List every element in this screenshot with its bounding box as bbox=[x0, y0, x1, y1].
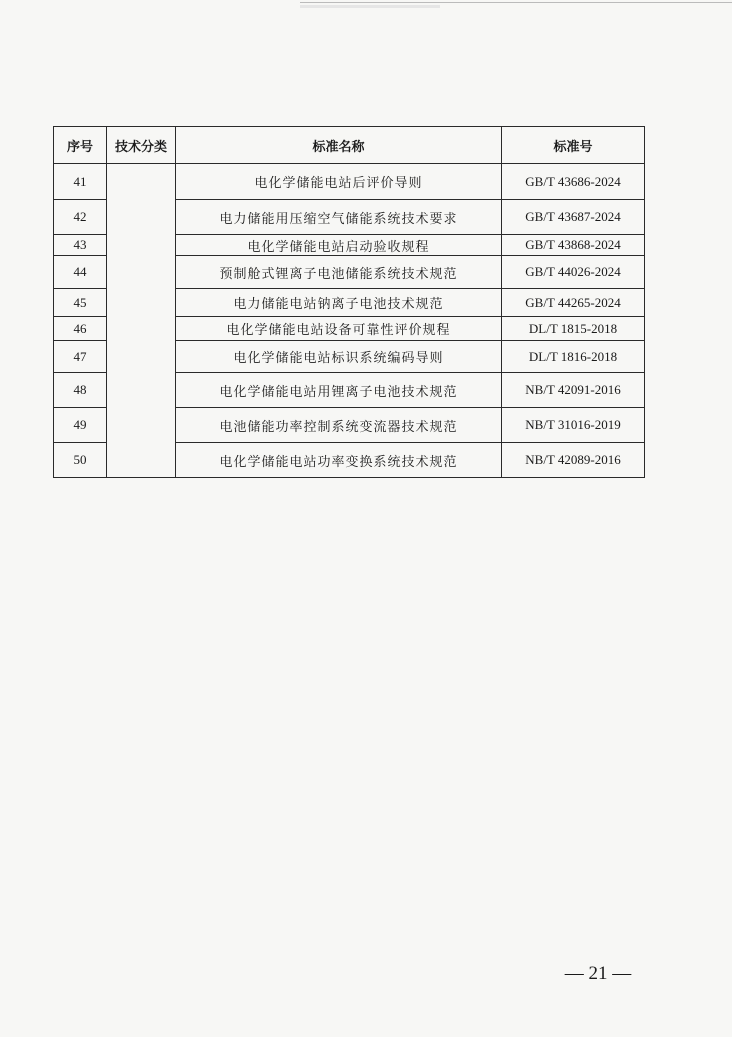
row-seq: 45 bbox=[54, 289, 107, 317]
row-seq: 46 bbox=[54, 317, 107, 341]
row-standard-name: 电池储能功率控制系统变流器技术规范 bbox=[176, 408, 502, 443]
row-standard-name: 电化学储能电站启动验收规程 bbox=[176, 235, 502, 256]
top-scan-rule bbox=[300, 2, 732, 3]
row-seq: 44 bbox=[54, 256, 107, 289]
row-standard-name: 电化学储能电站后评价导则 bbox=[176, 164, 502, 200]
row-standard-name: 电力储能电站钠离子电池技术规范 bbox=[176, 289, 502, 317]
row-standard-code: DL/T 1816-2018 bbox=[502, 341, 645, 373]
row-standard-name: 电化学储能电站用锂离子电池技术规范 bbox=[176, 373, 502, 408]
row-standard-name: 电力储能用压缩空气储能系统技术要求 bbox=[176, 200, 502, 235]
row-standard-name: 预制舱式锂离子电池储能系统技术规范 bbox=[176, 256, 502, 289]
header-seq: 序号 bbox=[54, 127, 107, 164]
row-standard-code: GB/T 44265-2024 bbox=[502, 289, 645, 317]
header-standard-name: 标准名称 bbox=[176, 127, 502, 164]
top-scan-artifact bbox=[300, 5, 440, 8]
row-standard-code: NB/T 31016-2019 bbox=[502, 408, 645, 443]
table-header-row bbox=[54, 127, 645, 164]
page-number: — 21 — bbox=[564, 963, 632, 984]
header-category: 技术分类 bbox=[107, 127, 176, 164]
row-standard-code: GB/T 44026-2024 bbox=[502, 256, 645, 289]
row-seq: 43 bbox=[54, 235, 107, 256]
row-seq: 47 bbox=[54, 341, 107, 373]
table-row bbox=[54, 164, 645, 200]
header-standard-code: 标准号 bbox=[502, 127, 645, 164]
row-standard-code: GB/T 43686-2024 bbox=[502, 164, 645, 200]
row-standard-code: GB/T 43687-2024 bbox=[502, 200, 645, 235]
row-standard-code: NB/T 42089-2016 bbox=[502, 443, 645, 478]
row-standard-code: NB/T 42091-2016 bbox=[502, 373, 645, 408]
row-standard-name: 电化学储能电站标识系统编码导则 bbox=[176, 341, 502, 373]
row-seq: 49 bbox=[54, 408, 107, 443]
row-standard-code: DL/T 1815-2018 bbox=[502, 317, 645, 341]
row-seq: 50 bbox=[54, 443, 107, 478]
row-seq: 42 bbox=[54, 200, 107, 235]
row-seq: 41 bbox=[54, 164, 107, 200]
row-seq: 48 bbox=[54, 373, 107, 408]
row-standard-name: 电化学储能电站功率变换系统技术规范 bbox=[176, 443, 502, 478]
standards-table bbox=[53, 126, 645, 478]
row-standard-name: 电化学储能电站设备可靠性评价规程 bbox=[176, 317, 502, 341]
row-standard-code: GB/T 43868-2024 bbox=[502, 235, 645, 256]
category-merged-cell bbox=[107, 164, 176, 478]
